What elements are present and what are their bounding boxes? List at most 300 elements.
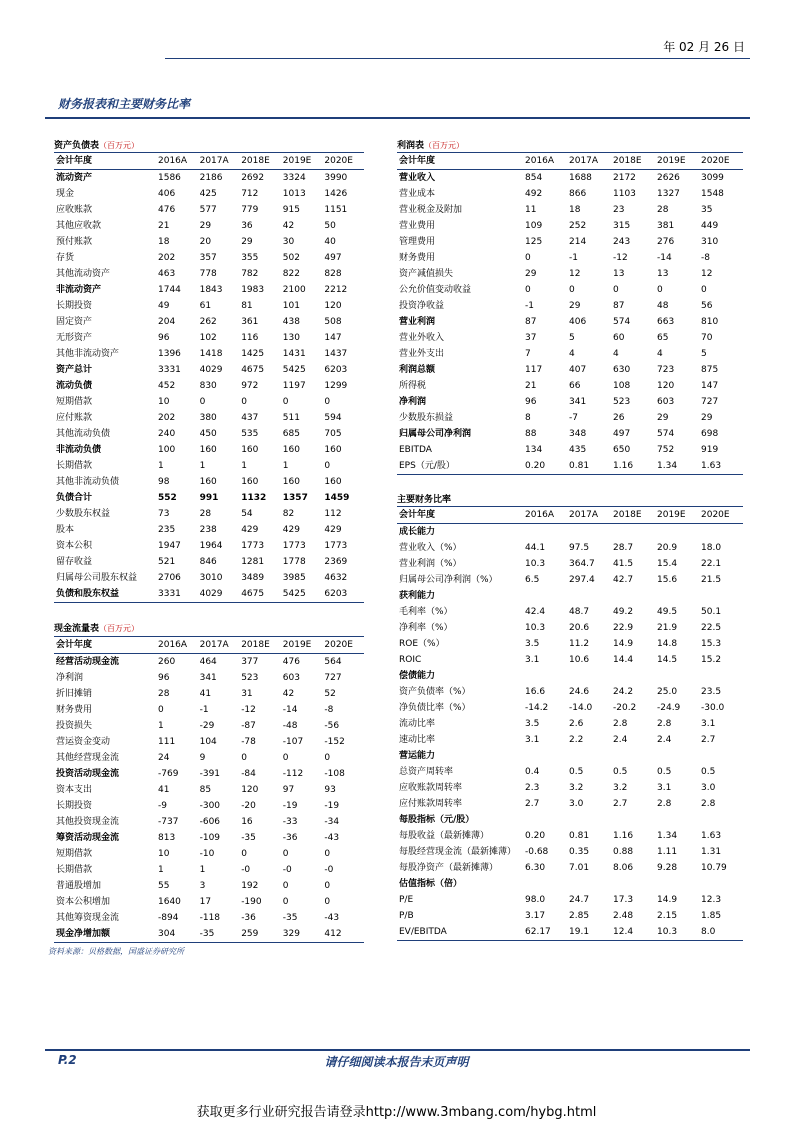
cell-value: 650: [613, 445, 631, 455]
cell-value: 192: [241, 881, 259, 891]
cell-value: [567, 668, 611, 684]
cell-value: 2706: [158, 573, 181, 583]
year-header: 2020E: [699, 507, 743, 524]
cell-value: 238: [199, 525, 217, 535]
row-label: 其他经营现金流: [56, 753, 120, 763]
cell-value: 1.63: [699, 458, 743, 475]
cell-value: 3331: [156, 586, 198, 603]
table-row: [397, 330, 743, 346]
cell-value: 1.16: [613, 831, 634, 841]
table-row: [54, 830, 364, 846]
row-label: 股本: [56, 525, 75, 535]
cell-value: 6.5: [525, 575, 540, 585]
cell-value: 502: [282, 253, 300, 263]
cell-value: 521: [158, 557, 176, 567]
cell-value: 915: [282, 205, 300, 215]
table-row: [397, 668, 743, 684]
cell-value: 705: [324, 429, 342, 439]
cell-value: 21: [158, 221, 170, 231]
year-header: 2018E: [239, 153, 281, 170]
row-label: 归属母公司净利润（%）: [399, 575, 498, 585]
table-row: [397, 524, 743, 541]
table-row: [54, 750, 364, 766]
cell-value: 1773: [282, 541, 306, 551]
cell-value: 49: [158, 301, 170, 311]
cell-value: [699, 524, 743, 541]
cell-value: 329: [281, 926, 323, 943]
row-label: 营业外支出: [399, 349, 445, 359]
cell-value: 65: [657, 333, 669, 343]
cell-value: 1: [282, 461, 289, 471]
cell-value: 723: [657, 365, 675, 375]
row-label: 流动资产: [56, 173, 93, 183]
header-label: 会计年度: [54, 153, 156, 170]
cell-value: 727: [701, 397, 719, 407]
cell-value: 497: [613, 429, 631, 439]
cell-value: -12: [241, 705, 256, 715]
cell-value: 1: [199, 865, 206, 875]
cell-value: 96: [158, 673, 170, 683]
cell-value: 20: [199, 237, 212, 247]
cell-value: 15.4: [657, 559, 678, 569]
cell-value: 87: [613, 301, 625, 311]
cell-value: 919: [701, 445, 719, 455]
row-label: 估值指标（倍）: [399, 879, 463, 889]
table-row: [397, 636, 743, 652]
row-label: 净利润: [399, 397, 427, 407]
cell-value: 3.1: [525, 735, 540, 745]
row-label: 资本公积: [56, 541, 93, 551]
cell-value: 252: [569, 221, 587, 231]
cell-value: 712: [241, 189, 259, 199]
cell-value: 160: [241, 477, 259, 487]
cell-value: 1281: [241, 557, 265, 567]
cell-value: 1773: [241, 541, 265, 551]
cell-value: 508: [324, 317, 342, 327]
row-label: 流动负债: [56, 381, 93, 391]
cell-value: -112: [282, 769, 304, 779]
cell-value: -14.2: [525, 703, 549, 713]
cell-value: 160: [199, 445, 217, 455]
cell-value: 160: [241, 445, 259, 455]
cell-value: 2.3: [525, 783, 540, 793]
cell-value: 1: [158, 461, 164, 471]
table-row: [54, 426, 364, 442]
table-row: [397, 186, 743, 202]
cell-value: 36: [241, 221, 253, 231]
cell-value: 9.28: [657, 863, 678, 873]
website-link[interactable]: 获取更多行业研究报告请登录http://www.3mbang.com/hybg.html: [196, 1105, 597, 1120]
cell-value: 0: [324, 397, 331, 407]
cell-value: 21: [525, 381, 537, 391]
cell-value: 4: [613, 349, 619, 359]
cell-value: 2.8: [657, 719, 672, 729]
table-row: [397, 556, 743, 572]
cell-value: 37: [525, 333, 537, 343]
cell-value: 204: [158, 317, 176, 327]
table-row: [54, 846, 364, 862]
year-header: 2020E: [322, 637, 364, 654]
cell-value: 240: [158, 429, 176, 439]
cell-value: 297.4: [569, 575, 595, 585]
cell-value: 2369: [324, 557, 348, 567]
table-row: [54, 686, 364, 702]
cell-value: 10.79: [701, 863, 727, 873]
income-table: [397, 152, 743, 475]
cell-value: 449: [701, 221, 719, 231]
cell-value: 2.6: [569, 719, 584, 729]
row-label: 净利润: [56, 673, 84, 683]
cell-value: 0.20: [523, 458, 567, 475]
year-header: 2019E: [281, 153, 323, 170]
row-label: 营业利润（%）: [399, 559, 462, 569]
cell-value: -14: [657, 253, 672, 263]
row-label: 营业利润: [399, 317, 436, 327]
footer-rule: [45, 1049, 750, 1051]
cell-value: -35: [241, 833, 256, 843]
cell-value: 70: [701, 333, 713, 343]
cell-value: 1151: [324, 205, 348, 215]
row-label: 归属母公司净利润: [399, 429, 472, 439]
cell-value: -14.0: [569, 703, 593, 713]
table-row: [397, 812, 743, 828]
year-header: 2017A: [198, 637, 240, 654]
cell-value: 6203: [322, 586, 364, 603]
cell-value: 2.7: [613, 799, 628, 809]
year-header: 2018E: [239, 637, 281, 654]
row-label: 其他非流动资产: [56, 349, 120, 359]
year-header: 2017A: [567, 153, 611, 170]
cell-value: -36: [241, 913, 256, 923]
cell-value: 202: [158, 413, 176, 423]
cell-value: -10: [199, 849, 215, 859]
row-label: 留存收益: [56, 557, 93, 567]
page-number: P.2: [58, 1053, 77, 1067]
year-header: 2016A: [523, 507, 567, 524]
cell-value: 438: [282, 317, 300, 327]
cell-value: 73: [158, 509, 170, 519]
cell-value: 492: [525, 189, 543, 199]
cell-value: 1299: [324, 381, 348, 391]
cell-value: 2172: [613, 173, 636, 183]
cell-value: [655, 588, 699, 604]
cell-value: 1: [241, 461, 247, 471]
cell-value: 594: [324, 413, 342, 423]
cell-value: [611, 812, 655, 828]
cell-value: 116: [241, 333, 259, 343]
cell-value: 96: [525, 397, 537, 407]
cell-value: 49.2: [613, 607, 634, 617]
cell-value: 3990: [324, 173, 348, 183]
table-row: [54, 522, 364, 538]
cell-value: 50.1: [701, 607, 722, 617]
table-row: [54, 362, 364, 378]
year-header: 2018E: [611, 507, 655, 524]
cell-value: [523, 588, 567, 604]
cell-value: 262: [199, 317, 217, 327]
cell-value: 3.5: [525, 639, 540, 649]
cell-value: 24.2: [613, 687, 634, 697]
cell-value: -769: [158, 769, 179, 779]
cell-value: 991: [199, 493, 219, 503]
cell-value: 0: [282, 881, 289, 891]
cell-value: 2.8: [701, 799, 716, 809]
table-row: [54, 298, 364, 314]
table-row: [54, 878, 364, 894]
table-row: [54, 474, 364, 490]
cell-value: 7: [525, 349, 531, 359]
cell-value: 2.15: [657, 911, 678, 921]
table-row: [397, 796, 743, 812]
cell-value: 1: [158, 865, 164, 875]
table-row: [397, 748, 743, 764]
cell-value: 20.6: [569, 623, 590, 633]
ratios-title-text: 主要财务比率: [397, 495, 452, 505]
balance-title-text: 资产负债表: [54, 141, 100, 151]
cashflow-unit: （百万元）: [99, 624, 140, 633]
cell-value: 0: [282, 753, 289, 763]
cell-value: 1983: [241, 285, 265, 295]
table-row: [397, 218, 743, 234]
cell-value: 28.7: [613, 543, 634, 553]
cell-value: 6203: [324, 365, 348, 375]
cell-value: 2.8: [657, 799, 672, 809]
cell-value: 14.8: [657, 639, 678, 649]
cell-value: 476: [282, 657, 300, 667]
row-label: 营业税金及附加: [399, 205, 463, 215]
row-label: 现金净增加额: [54, 926, 156, 943]
cell-value: [699, 748, 743, 764]
cell-value: 28: [657, 205, 669, 215]
cell-value: 752: [657, 445, 675, 455]
cell-value: 630: [613, 365, 631, 375]
table-row: [397, 908, 743, 924]
cell-value: 0.5: [701, 767, 716, 777]
cell-value: 1.34: [657, 831, 678, 841]
cell-value: -19: [282, 801, 298, 811]
table-row: [54, 250, 364, 266]
header-label: 会计年度: [397, 507, 523, 524]
income-title: [397, 138, 464, 151]
table-row: [397, 828, 743, 844]
cell-value: 866: [569, 189, 587, 199]
cell-value: 1548: [701, 189, 724, 199]
row-label: 应收账款: [56, 205, 93, 215]
cell-value: 10.3: [525, 559, 546, 569]
cell-value: 1459: [324, 493, 350, 503]
cell-value: 2100: [282, 285, 306, 295]
cell-value: 4675: [241, 365, 265, 375]
cell-value: 2692: [241, 173, 265, 183]
cell-value: 7.01: [569, 863, 590, 873]
cell-value: 0: [324, 849, 331, 859]
table-row: [54, 266, 364, 282]
row-label: 营业收入（%）: [399, 543, 462, 553]
table-row: [397, 298, 743, 314]
cell-value: 15.3: [701, 639, 722, 649]
cell-value: 450: [199, 429, 217, 439]
cell-value: 29: [241, 237, 253, 247]
cell-value: -7: [569, 413, 578, 423]
cell-value: 1132: [241, 493, 267, 503]
cell-value: 104: [199, 737, 217, 747]
cell-value: 29: [701, 413, 713, 423]
row-label: 营业成本: [399, 189, 436, 199]
table-row: [54, 570, 364, 586]
table-row: [397, 378, 743, 394]
cell-value: 44.1: [525, 543, 546, 553]
row-label: 现金: [56, 189, 75, 199]
cell-value: -35: [198, 926, 240, 943]
cell-value: -14: [282, 705, 298, 715]
table-row: [397, 202, 743, 218]
cell-value: -0: [241, 865, 251, 875]
cell-value: 10: [158, 849, 170, 859]
cell-value: [655, 812, 699, 828]
table-row: [397, 346, 743, 362]
cell-value: 13: [613, 269, 625, 279]
cell-value: 12.4: [611, 924, 655, 941]
table-row: [54, 538, 364, 554]
cell-value: -56: [324, 721, 340, 731]
table-row: [397, 652, 743, 668]
table-row: [397, 780, 743, 796]
cell-value: 2.7: [525, 799, 540, 809]
cell-value: 1: [158, 721, 164, 731]
row-label: 财务费用: [399, 253, 436, 263]
table-row: [54, 910, 364, 926]
cell-value: 35: [701, 205, 713, 215]
cell-value: 1.16: [611, 458, 655, 475]
row-label: 公允价值变动收益: [399, 285, 472, 295]
cell-value: 93: [324, 785, 336, 795]
cell-value: [567, 588, 611, 604]
cell-value: 28: [199, 509, 212, 519]
cell-value: 574: [613, 317, 631, 327]
cell-value: 25.0: [657, 687, 678, 697]
cell-value: 82: [282, 509, 295, 519]
row-label: 筹资活动现金流: [56, 833, 120, 843]
cell-value: 0: [324, 461, 331, 471]
cell-value: 0.35: [569, 847, 590, 857]
cell-value: 235: [158, 525, 176, 535]
cell-value: 22.1: [701, 559, 722, 569]
cell-value: 10.3: [655, 924, 699, 941]
row-label: 每股净资产（最新摊薄）: [399, 863, 499, 873]
cell-value: 0: [569, 285, 575, 295]
cell-value: 130: [282, 333, 300, 343]
balance-sheet-title: [54, 138, 139, 151]
cell-value: 0.5: [657, 767, 672, 777]
cell-value: 0: [199, 397, 206, 407]
cell-value: 20.9: [657, 543, 678, 553]
cell-value: [655, 748, 699, 764]
cell-value: 0: [324, 881, 331, 891]
table-row: [54, 670, 364, 686]
cell-value: -0: [282, 865, 292, 875]
cell-value: 14.5: [657, 655, 678, 665]
table-header-row: [397, 507, 743, 524]
cashflow-table: [54, 636, 364, 943]
table-row: [397, 442, 743, 458]
row-label: EBITDA: [399, 445, 432, 455]
cell-value: 846: [199, 557, 217, 567]
row-label: 营业费用: [399, 221, 436, 231]
cell-value: 3.2: [613, 783, 628, 793]
cell-value: 0: [657, 285, 663, 295]
cell-value: 18: [569, 205, 581, 215]
cell-value: 778: [199, 269, 217, 279]
cell-value: 377: [241, 657, 259, 667]
cell-value: 2.8: [613, 719, 628, 729]
cell-value: 0: [282, 397, 289, 407]
cell-value: 214: [569, 237, 587, 247]
disclaimer: 请仔细阅读本报告末页声明: [324, 1055, 469, 1069]
cell-value: 0: [525, 253, 531, 263]
row-label: 获利能力: [399, 591, 436, 601]
row-label: 少数股东权益: [56, 509, 111, 519]
table-row: [397, 394, 743, 410]
cell-value: 42.4: [525, 607, 546, 617]
row-label: 流动比率: [399, 719, 436, 729]
cell-value: 16: [241, 817, 253, 827]
cell-value: 3010: [199, 573, 223, 583]
cell-value: 55: [158, 881, 170, 891]
cell-value: 782: [241, 269, 259, 279]
cell-value: 0: [525, 285, 531, 295]
cell-value: [523, 748, 567, 764]
cell-value: 0.5: [569, 767, 584, 777]
cell-value: 1947: [158, 541, 181, 551]
cell-value: 96: [158, 333, 170, 343]
cell-value: -391: [199, 769, 221, 779]
cell-value: 463: [158, 269, 176, 279]
cell-value: 202: [158, 253, 176, 263]
cell-value: 1425: [241, 349, 265, 359]
cell-value: [567, 748, 611, 764]
table-row: [397, 234, 743, 250]
report-date: 年 02 月 26 日: [663, 40, 745, 54]
cell-value: 2212: [324, 285, 348, 295]
cell-value: 1586: [158, 173, 181, 183]
cell-value: 4029: [198, 586, 240, 603]
row-label: 偿债能力: [399, 671, 436, 681]
cell-value: 425: [199, 189, 217, 199]
cell-value: 8.06: [613, 863, 634, 873]
table-row: [397, 924, 743, 941]
row-label: 资产减值损失: [399, 269, 454, 279]
row-label: 资本公积增加: [56, 897, 111, 907]
table-row: [397, 876, 743, 892]
cell-value: 698: [701, 429, 719, 439]
cell-value: -9: [158, 801, 167, 811]
cell-value: 100: [158, 445, 176, 455]
cell-value: -108: [324, 769, 345, 779]
cell-value: [655, 524, 699, 541]
cell-value: 511: [282, 413, 300, 423]
cell-value: -43: [324, 833, 340, 843]
cell-value: [523, 876, 567, 892]
row-label: 其他投资现金流: [56, 817, 120, 827]
cell-value: 1.63: [701, 831, 722, 841]
table-row: [54, 506, 364, 522]
cell-value: 3985: [282, 573, 306, 583]
cell-value: 972: [241, 381, 259, 391]
table-header-row: [54, 153, 364, 170]
cell-value: 120: [657, 381, 675, 391]
cell-value: [523, 524, 567, 541]
table-row: [54, 442, 364, 458]
